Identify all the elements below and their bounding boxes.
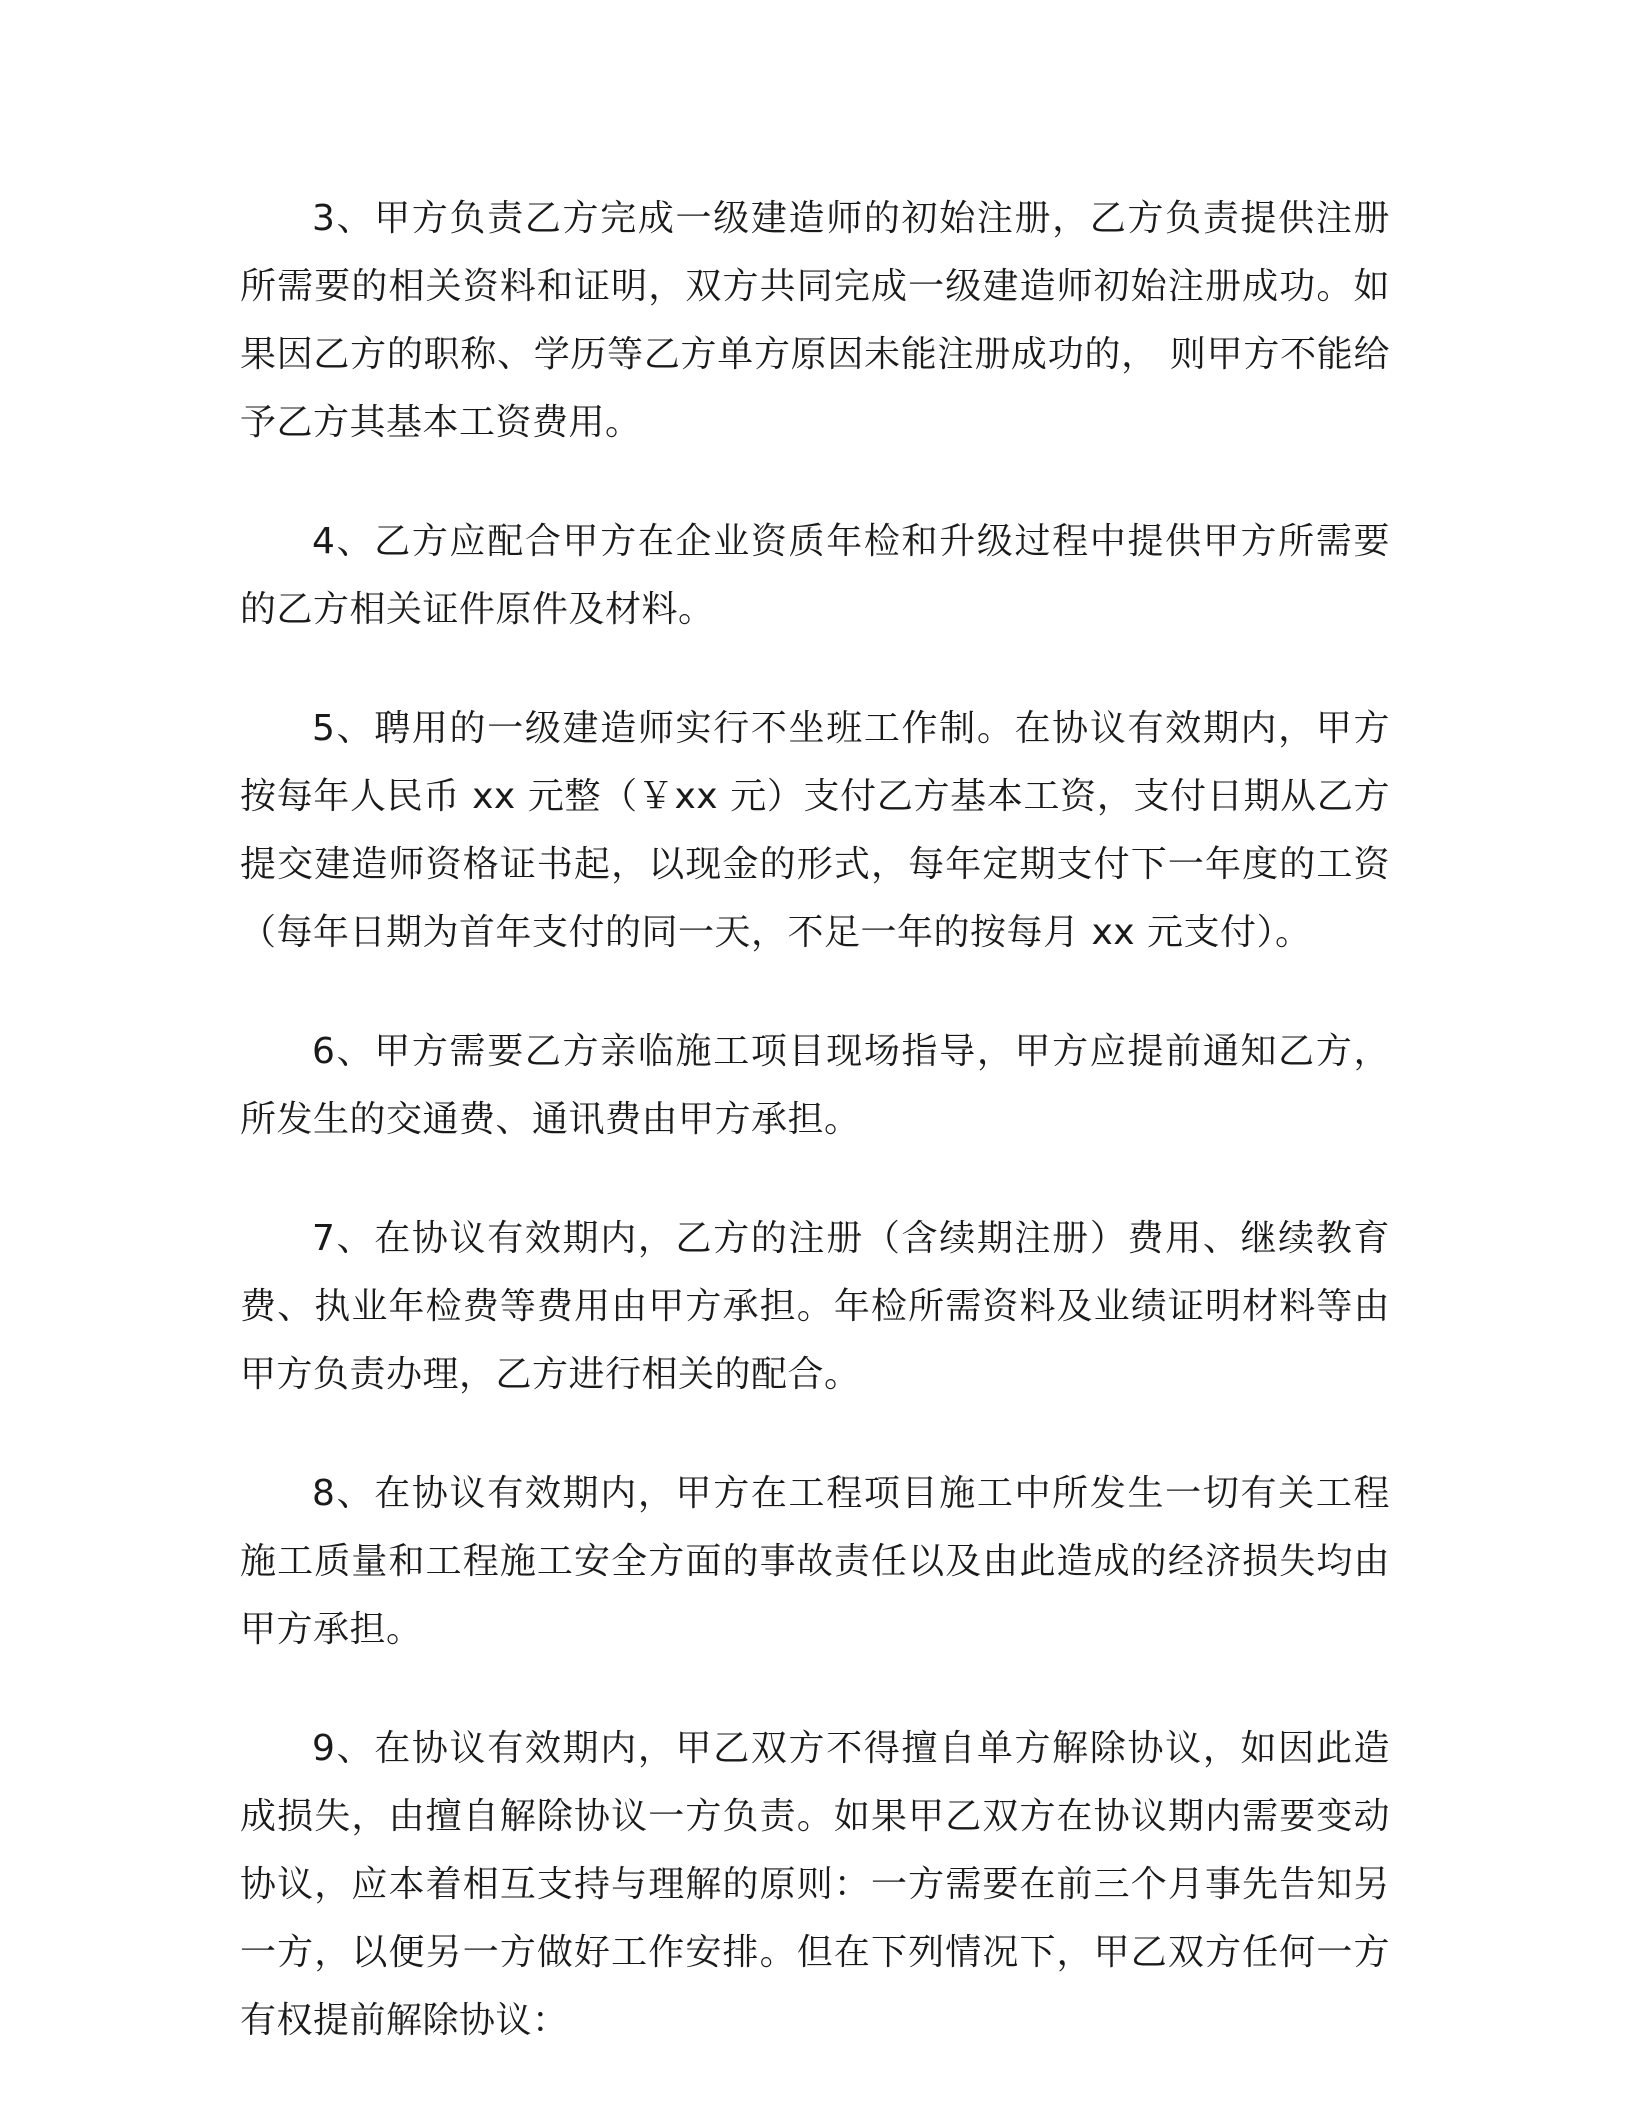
clause-9: 9、在协议有效期内，甲乙双方不得擅自单方解除协议，如因此造成损失，由擅自解除协议一方负责。如果甲乙双方在协议期内需要变动协议，应本着相互支持与理解的原则：一方需要在前三个月事先告知另一方，以便另一方做好工作安排。但在下列情况下，甲乙双方任何一方有权提前解除协议： [240, 1728, 1390, 2041]
clause-4: 4、乙方应配合甲方在企业资质年检和升级过程中提供甲方所需要的乙方相关证件原件及材料。 [240, 521, 1390, 630]
clause-7: 7、在协议有效期内，乙方的注册（含续期注册）费用、继续教育费、执业年检费等费用由甲方承担。年检所需资料及业绩证明材料等由甲方负责办理，乙方进行相关的配合。 [240, 1218, 1390, 1395]
clause-5: 5、聘用的一级建造师实行不坐班工作制。在协议有效期内，甲方按每年人民币 xx 元整（￥xx 元）支付乙方基本工资，支付日期从乙方提交建造师资格证书起，以现金的形式，每年定期支付下一年度的工资（每年日期为首年支付的同一天，不足一年的按每月 xx 元支付）。 [240, 708, 1390, 953]
clause-6: 6、甲方需要乙方亲临施工项目现场指导，甲方应提前通知乙方，所发生的交通费、通讯费由甲方承担。 [240, 1031, 1390, 1140]
clause-8: 8、在协议有效期内，甲方在工程项目施工中所发生一切有关工程施工质量和工程施工安全方面的事故责任以及由此造成的经济损失均由甲方承担。 [240, 1473, 1390, 1650]
document-body [240, 185, 1390, 2106]
clause-3: 3、甲方负责乙方完成一级建造师的初始注册，乙方负责提供注册所需要的相关资料和证明，双方共同完成一级建造师初始注册成功。如果因乙方的职称、学历等乙方单方原因未能注册成功的， 则甲方不能给予乙方其基本工资费用。 [240, 198, 1390, 443]
